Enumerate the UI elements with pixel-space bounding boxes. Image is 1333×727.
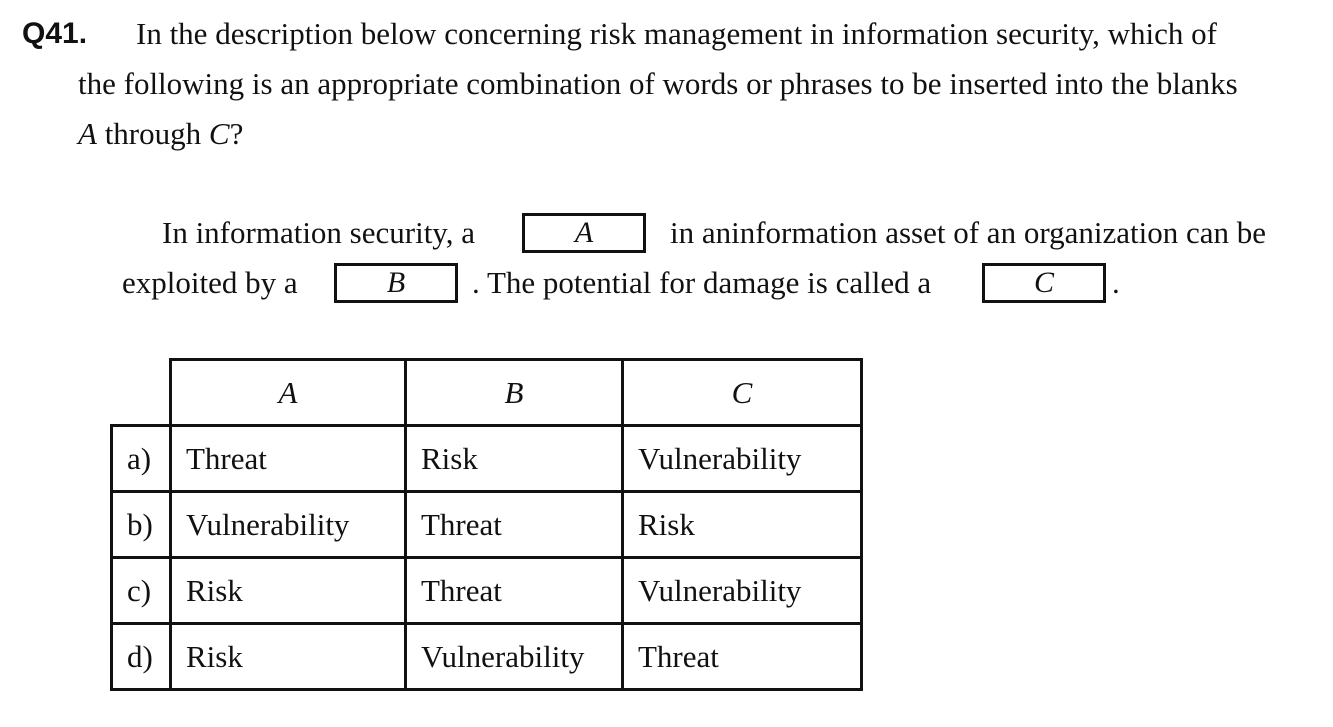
question-line-2: the following is an appropriate combination of words or phrases to be inserted into the blanks bbox=[78, 66, 1238, 101]
option-label[interactable]: d) bbox=[112, 624, 171, 690]
cell-a: Vulnerability bbox=[171, 492, 406, 558]
option-label[interactable]: b) bbox=[112, 492, 171, 558]
blank-a-label: A bbox=[574, 216, 594, 249]
cell-b: Risk bbox=[406, 426, 623, 492]
blank-b bbox=[334, 263, 458, 303]
blank-c-label: C bbox=[1033, 266, 1054, 299]
option-label[interactable]: c) bbox=[112, 558, 171, 624]
question-var-c: C bbox=[208, 116, 230, 151]
cell-a: Risk bbox=[171, 624, 406, 690]
blank-a bbox=[522, 213, 646, 253]
table-row[interactable] bbox=[112, 558, 862, 624]
header-a: A bbox=[171, 360, 406, 426]
blank-b-label: B bbox=[386, 266, 406, 299]
cell-c: Vulnerability bbox=[623, 558, 862, 624]
option-label[interactable]: a) bbox=[112, 426, 171, 492]
cell-c: Risk bbox=[623, 492, 862, 558]
passage-segment-3: exploited by a bbox=[122, 265, 298, 300]
table-row[interactable] bbox=[112, 492, 862, 558]
question-mark: ? bbox=[229, 116, 244, 151]
cell-b: Threat bbox=[406, 558, 623, 624]
question-line-3 bbox=[78, 114, 243, 154]
question-var-a: A bbox=[78, 116, 97, 151]
cell-a: Risk bbox=[171, 558, 406, 624]
cell-b: Vulnerability bbox=[406, 624, 623, 690]
blank-c bbox=[982, 263, 1106, 303]
answer-table bbox=[110, 358, 863, 691]
question-through: through bbox=[96, 116, 209, 151]
cell-a: Threat bbox=[171, 426, 406, 492]
passage-segment-2: in aninformation asset of an organization can be bbox=[670, 215, 1266, 250]
header-b: B bbox=[406, 360, 623, 426]
table-corner bbox=[112, 360, 171, 426]
cell-c: Threat bbox=[623, 624, 862, 690]
cell-c: Vulnerability bbox=[623, 426, 862, 492]
table-row[interactable] bbox=[112, 426, 862, 492]
passage-segment-1: In information security, a bbox=[162, 215, 476, 250]
table-header-row bbox=[112, 360, 862, 426]
header-c: C bbox=[623, 360, 862, 426]
table-row[interactable] bbox=[112, 624, 862, 690]
question-number: Q41. bbox=[22, 17, 88, 50]
question-line-1: In the description below concerning risk management in information security, which of bbox=[136, 16, 1217, 51]
passage-segment-5: . bbox=[1112, 265, 1120, 300]
passage-segment-4: . The potential for damage is called a bbox=[472, 265, 932, 300]
cell-b: Threat bbox=[406, 492, 623, 558]
